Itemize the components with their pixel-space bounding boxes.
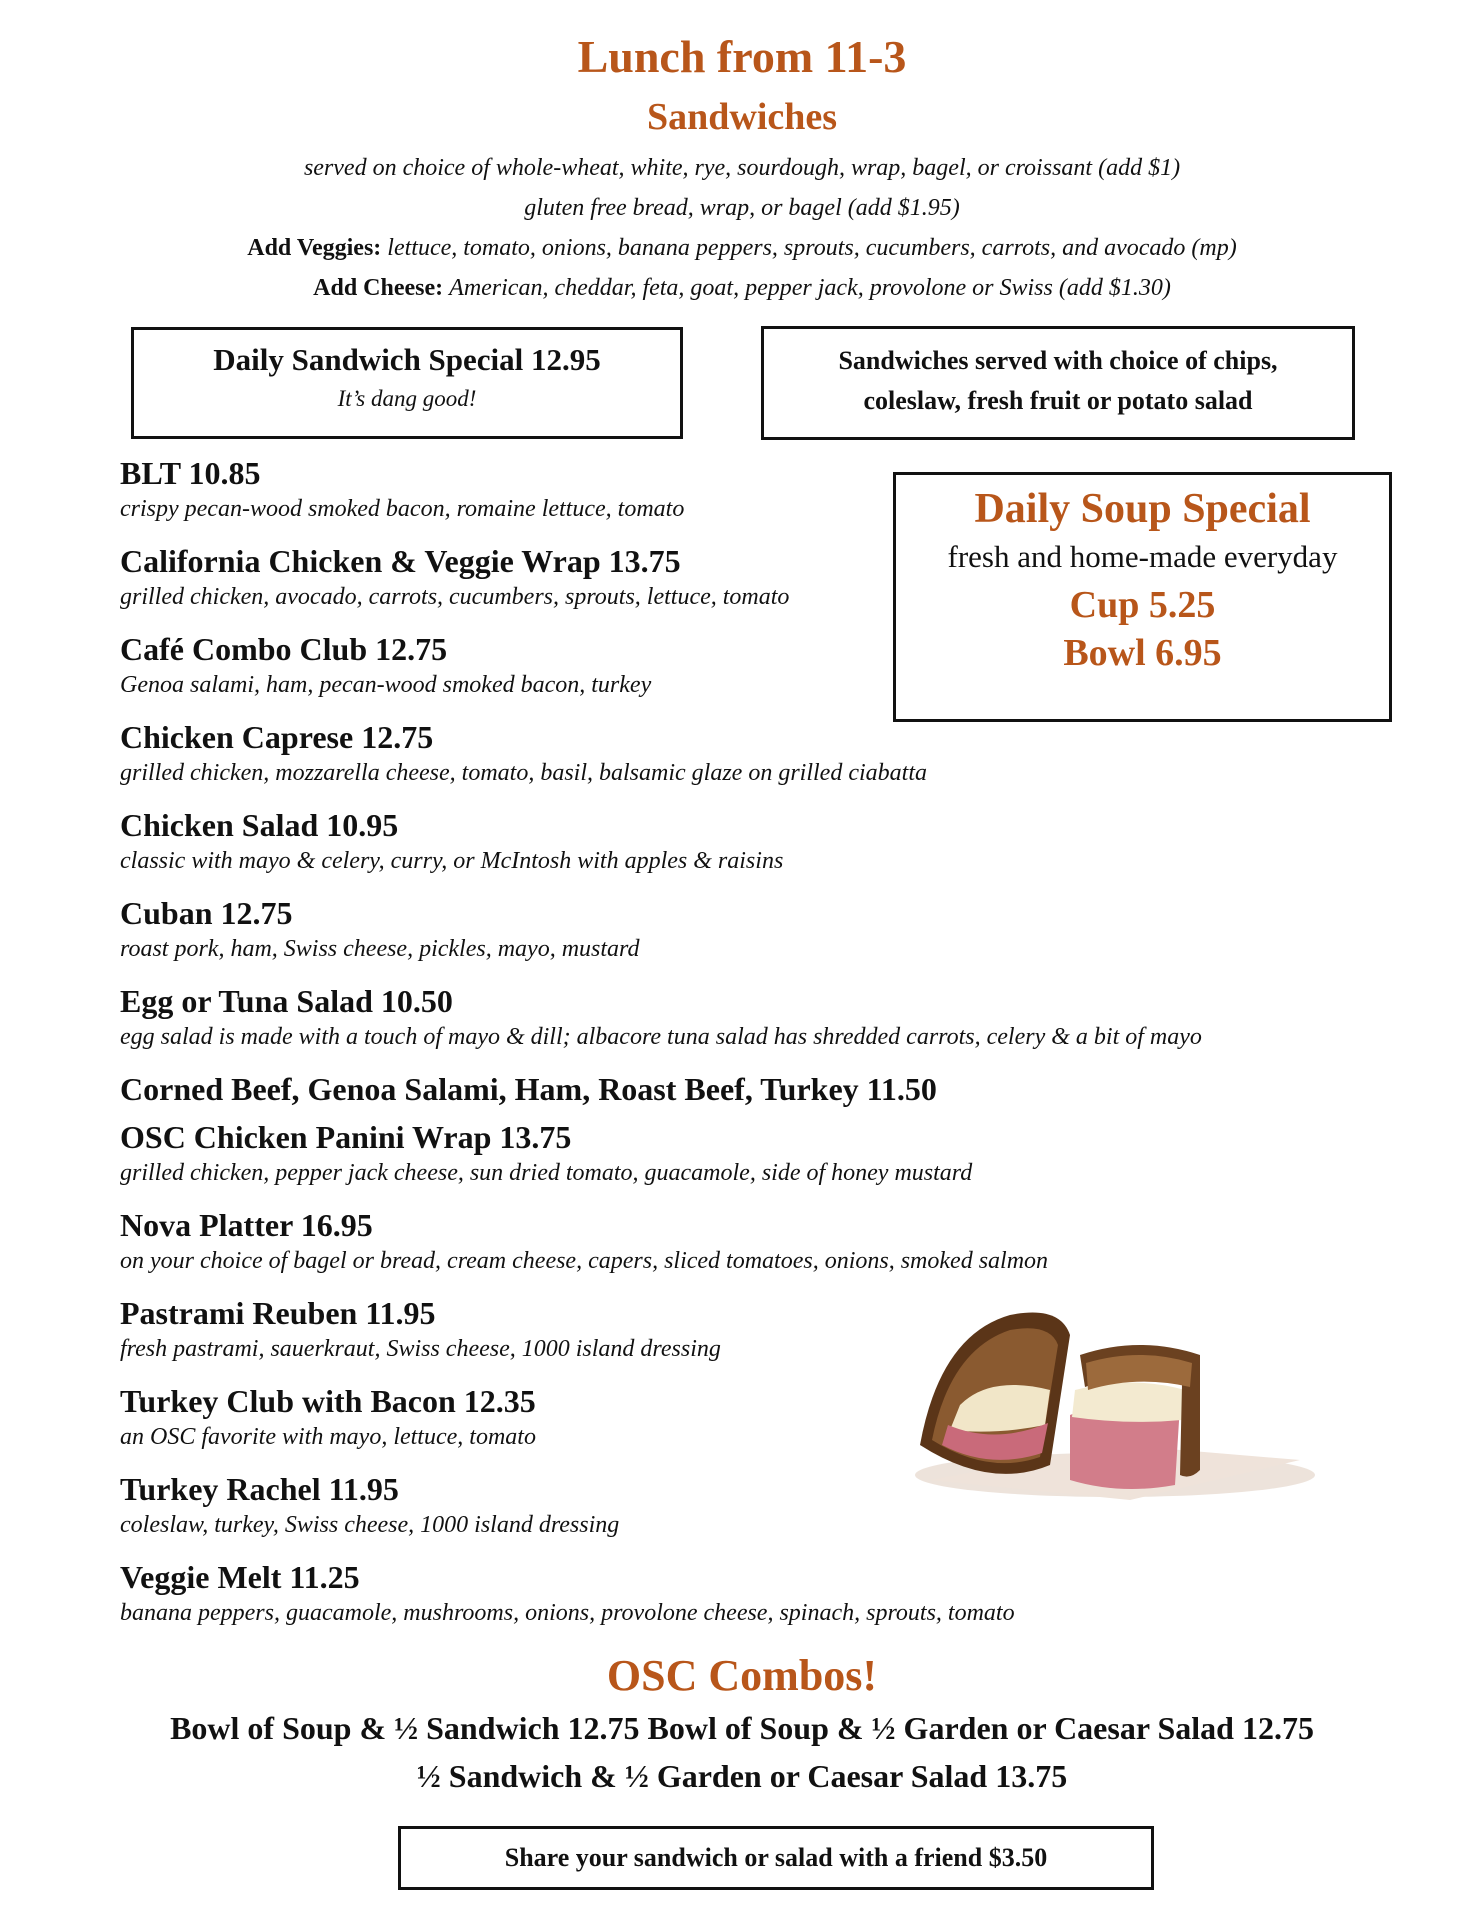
menu-item-description: coleslaw, turkey, Swiss cheese, 1000 island dressing xyxy=(120,1512,620,1538)
menu-item-name: Turkey Club with Bacon 12.35 xyxy=(120,1383,536,1419)
menu-item xyxy=(120,453,1370,525)
add-cheese-note: Add Cheese: American, cheddar, feta, goat, pepper jack, provolone or Swiss (add $1.30) xyxy=(313,275,1171,301)
menu-item-description: banana peppers, guacamole, mushrooms, onions, provolone cheese, spinach, sprouts, tomato xyxy=(120,1600,1015,1626)
menu-item-name: Café Combo Club 12.75 xyxy=(120,631,448,667)
menu-item xyxy=(120,541,1370,613)
daily-sandwich-title: Daily Sandwich Special 12.95 xyxy=(213,342,601,377)
share-box xyxy=(398,1826,1154,1890)
menu-item-description: on your choice of bagel or bread, cream cheese, capers, sliced tomatoes, onions, smoked salmon xyxy=(120,1248,1049,1274)
menu-item xyxy=(120,629,1370,701)
soup-bowl-price: Bowl 6.95 xyxy=(1063,632,1222,674)
gluten-free-note: gluten free bread, wrap, or bagel (add $1.95) xyxy=(524,195,960,221)
menu-item-description: grilled chicken, avocado, carrots, cucumbers, sprouts, lettuce, tomato xyxy=(120,584,790,610)
section-title-sandwiches: Sandwiches xyxy=(646,96,838,138)
combos-title: OSC Combos! xyxy=(606,1651,878,1700)
menu-item-name: Corned Beef, Genoa Salami, Ham, Roast Beef, Turkey 11.50 xyxy=(120,1071,937,1107)
page-title: Lunch from 11-3 xyxy=(577,31,907,82)
bread-note: served on choice of whole-wheat, white, rye, sourdough, wrap, bagel, or croissant (add $1) xyxy=(303,155,1181,181)
menu-item xyxy=(120,893,1370,965)
menu-item-name: Cuban 12.75 xyxy=(120,895,293,931)
soup-cup-price: Cup 5.25 xyxy=(1069,584,1216,626)
menu-item xyxy=(120,1117,1370,1189)
menu-item-name: Egg or Tuna Salad 10.50 xyxy=(120,983,453,1019)
menu-item xyxy=(120,1069,1370,1109)
sides-line-1: Sandwiches served with choice of chips, xyxy=(838,346,1278,375)
menu-item-name: California Chicken & Veggie Wrap 13.75 xyxy=(120,543,681,579)
soup-description: fresh and home-made everyday xyxy=(947,539,1338,574)
menu-item xyxy=(120,805,1370,877)
menu-item-name: Nova Platter 16.95 xyxy=(120,1207,373,1243)
sides-info-box xyxy=(761,326,1355,440)
menu-item xyxy=(120,717,1370,789)
menu-item xyxy=(120,981,1370,1053)
menu-item xyxy=(120,1557,1370,1629)
daily-sandwich-special-box xyxy=(131,327,683,439)
menu-item-name: Chicken Caprese 12.75 xyxy=(120,719,434,755)
menu-item-description: fresh pastrami, sauerkraut, Swiss cheese, 1000 island dressing xyxy=(120,1336,721,1362)
soup-title: Daily Soup Special xyxy=(974,486,1311,532)
menu-item-name: Chicken Salad 10.95 xyxy=(120,807,399,843)
combo-line-2: ½ Sandwich & ½ Garden or Caesar Salad 13.75 xyxy=(416,1758,1068,1794)
add-veggies-note: Add Veggies: lettuce, tomato, onions, banana peppers, sprouts, cucumbers, carrots, and avocado (mp) xyxy=(247,235,1237,261)
sides-line-2: coleslaw, fresh fruit or potato salad xyxy=(863,386,1253,415)
menu-item-name: Pastrami Reuben 11.95 xyxy=(120,1295,436,1331)
menu-item-description: Genoa salami, ham, pecan-wood smoked bacon, turkey xyxy=(120,672,652,698)
menu-item-description: grilled chicken, pepper jack cheese, sun dried tomato, guacamole, side of honey mustard xyxy=(120,1160,973,1186)
menu-item-description: an OSC favorite with mayo, lettuce, tomato xyxy=(120,1424,536,1450)
daily-sandwich-tagline: It’s dang good! xyxy=(337,386,477,411)
menu-item-description: egg salad is made with a touch of mayo & dill; albacore tuna salad has shredded carrots, celery & a bit of mayo xyxy=(120,1024,1202,1050)
menu-item-name: OSC Chicken Panini Wrap 13.75 xyxy=(120,1119,572,1155)
menu-item-name: Turkey Rachel 11.95 xyxy=(120,1471,399,1507)
share-note: Share your sandwich or salad with a friend $3.50 xyxy=(504,1843,1048,1872)
menu-item-description: classic with mayo & celery, curry, or McIntosh with apples & raisins xyxy=(120,848,784,874)
menu-item-name: Veggie Melt 11.25 xyxy=(120,1559,360,1595)
reuben-sandwich-image xyxy=(900,1295,1320,1505)
menu-item-description: roast pork, ham, Swiss cheese, pickles, mayo, mustard xyxy=(120,936,640,962)
menu-item-name: BLT 10.85 xyxy=(120,455,261,491)
menu-item-description: crispy pecan-wood smoked bacon, romaine lettuce, tomato xyxy=(120,496,685,522)
menu-item-description: grilled chicken, mozzarella cheese, tomato, basil, balsamic glaze on grilled ciabatta xyxy=(120,760,927,786)
combo-line-1: Bowl of Soup & ½ Sandwich 12.75 Bowl of Soup & ½ Garden or Caesar Salad 12.75 xyxy=(170,1710,1314,1746)
menu-item xyxy=(120,1205,1370,1277)
